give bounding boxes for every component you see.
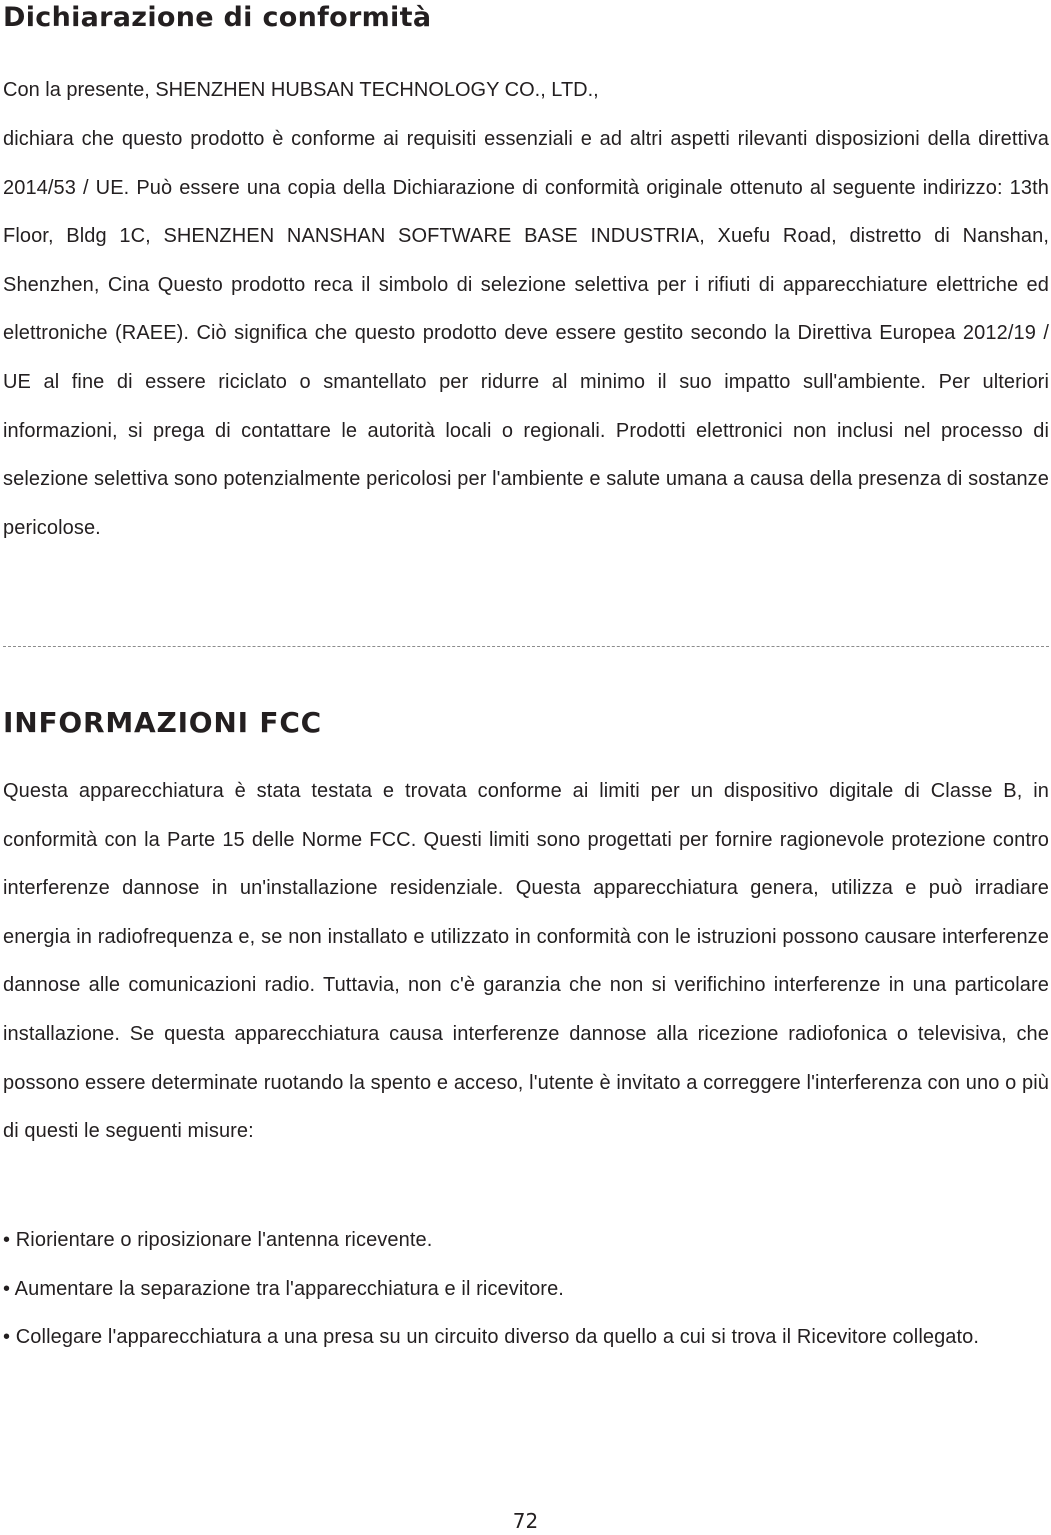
fcc-body: Questa apparecchiatura è stata testata e trovata conforme ai limiti per un dispositivo digitale di Classe B, in conformità con la Parte 15 delle Norme FCC. Questi limiti sono progettati per fornire ragionevole protezione contro interferenze dannose in un'installazione residenziale. Questa apparecchiatura genera, utilizza e può irradiare energia in radiofrequenza e, se non installato e utilizzato in conformità con le istruzioni possono causare interferenze dannose alle comunicazioni radio. Tuttavia, non c'è garanzia che non si verifichino interferenze in una particolare installazione. Se questa apparecchiatura causa interferenze dannose alla ricezione radiofonica o televisiva, che possono essere determinate ruotando la spento e acceso, l'utente è invitato a correggere l'interferenza con uno o più di questi le seguenti misure: [3, 780, 1049, 1143]
fcc-measure-item: • Riorientare o riposizionare l'antenna ricevente. [3, 1229, 433, 1251]
declaration-title: Dichiarazione di conformità [3, 2, 432, 33]
declaration-intro: Con la presente, SHENZHEN HUBSAN TECHNOLOGY CO., LTD., [3, 79, 599, 101]
declaration-body: dichiara che questo prodotto è conforme ai requisiti essenziali e ad altri aspetti rilevanti disposizioni della direttiva 2014/53 / UE. Può essere una copia della Dichiarazione di conformità originale ottenuto al seguente indirizzo: 13th Floor, Bldg 1C, SHENZHEN NANSHAN SOFTWARE BASE INDUSTRIA, Xuefu Road, distretto di Nanshan, Shenzhen, Cina Questo prodotto reca il simbolo di selezione selettiva per i rifiuti di apparecchiature elettriche ed elettroniche (RAEE). Ciò significa che questo prodotto deve essere gestito secondo la Direttiva Europea 2012/19 / UE al fine di essere riciclato o smantellato per ridurre al minimo il suo impatto sull'ambiente. Per ulteriori informazioni, si prega di contattare le autorità locali o regionali. Prodotti elettronici non inclusi nel processo di selezione selettiva sono potenzialmente pericolosi per l'ambiente e salute umana a causa della presenza di sostanze pericolose. [3, 128, 1049, 539]
fcc-measures-list [3, 1216, 1049, 1362]
fcc-title: INFORMAZIONI FCC [3, 706, 323, 739]
fcc-measure-item: • Aumentare la separazione tra l'apparecchiatura e il ricevitore. [3, 1277, 564, 1300]
fcc-measure-item: • Collegare l'apparecchiatura a una presa su un circuito diverso da quello a cui si trova il Ricevitore collegato. [3, 1326, 980, 1349]
section-divider [3, 646, 1049, 647]
page-number: 72 [512, 1509, 539, 1533]
